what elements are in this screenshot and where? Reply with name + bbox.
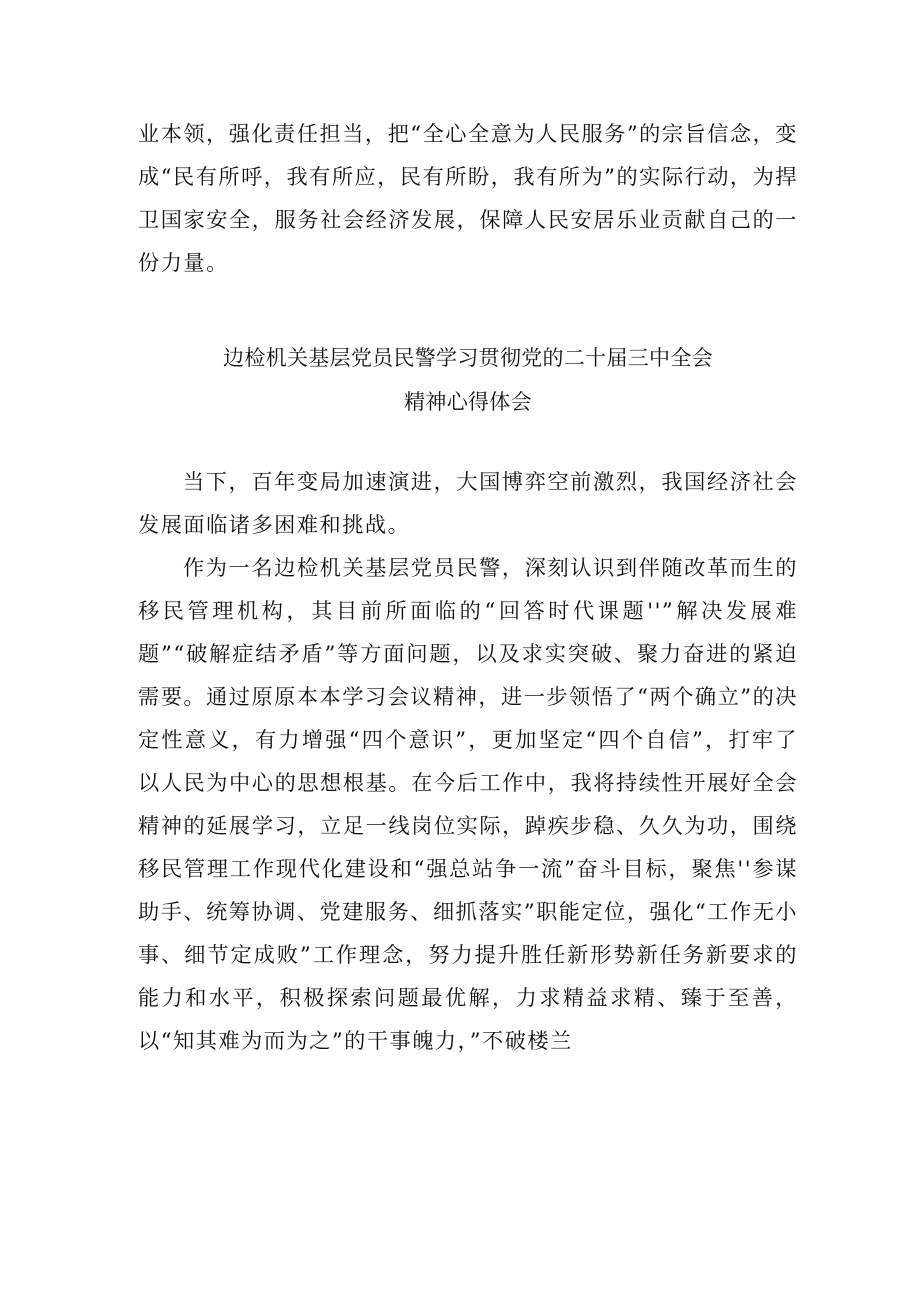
body-paragraph-2: 作为一名边检机关基层党员民警，深刻认识到伴随改革而生的移民管理机构，其目前所面临的“回答时代课题''”解决发展难题”“破解症结矛盾”等方面问题，以及求实突破、聚力奋进的紧迫需要。通过原原本本学习会议精神，进一步领悟了“两个确立”的决定性意义，有力增强“四个意识”，更加坚定“四个自信”，打牢了以人民为中心的思想根基。在今后工作中，我将持续性开展好全会精神的延展学习，立足一线岗位实际，踔疾步稳、久久为功，围绕移民管理工作现代化建设和“强总站争一流”奋斗目标，聚焦''参谋助手、统筹协调、党建服务、细抓落实”职能定位，强化“工作无小事、细节定成败”工作理念，努力提升胜任新形势新任务新要求的能力和水平，积极探索问题最优解，力求精益求精、臻于至善，以“知其难为而为之”的干事魄力，”不破楼兰 [138,555,798,1053]
intro-paragraph: 业本领，强化责任担当，把“全心全意为人民服务”的宗旨信念，变成“民有所呼，我有所应，民有所盼，我有所为”的实际行动，为捍卫国家安全，服务社会经济发展，保障人民安居乐业贡献自己的一份力量。 [138,121,798,275]
article-title-line-2: 精神心得体会 [404,390,532,414]
article-title-line-1: 边检机关基层党员民警学习贯彻党的二十届三中全会 [223,346,713,370]
article-title [138,336,798,424]
body-paragraph-1: 当下，百年变局加速演进，大国博弈空前激烈，我国经济社会发展面临诸多困难和挑战。 [138,469,798,537]
intro-section [138,112,798,284]
article-body [138,460,798,1062]
